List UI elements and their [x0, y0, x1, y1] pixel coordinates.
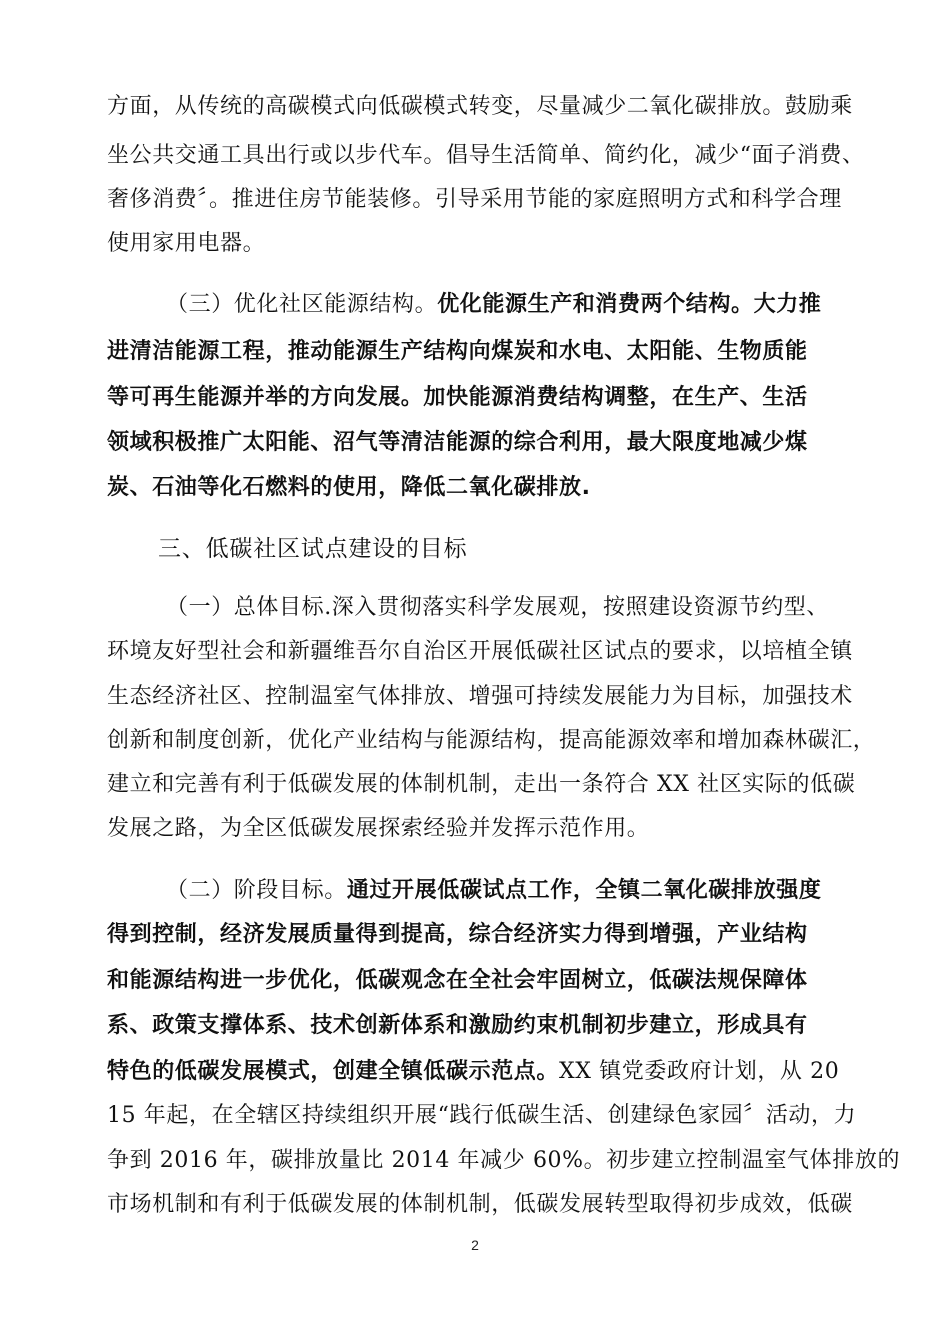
paragraph-3-line-4: 创新和制度创新，优化产业结构与能源结构，提高能源效率和增加森林碳汇，	[107, 728, 876, 753]
paragraph-4-line-5-bold: 特色的低碳发展模式，创建全镇低碳示范点。	[107, 1059, 560, 1084]
paragraph-4-line-3: 和能源结构进一步优化，低碳观念在全社会牢固树立，低碳法规保障体	[107, 968, 808, 993]
paragraph-3-line-2: 环境友好型社会和新疆维吾尔自治区开展低碳社区试点的要求，以培植全镇	[107, 639, 853, 664]
paragraph-4-line-5	[107, 1056, 839, 1087]
paragraph-1-line-1: 方面，从传统的高碳模式向低碳模式转变，尽量减少二氧化碳排放。鼓励乘	[107, 94, 853, 119]
paragraph-4-line-2: 得到控制，经济发展质量得到提高，综合经济实力得到增强，产业结构	[107, 922, 808, 947]
paragraph-4-line-8: 市场机制和有利于低碳发展的体制机制，低碳发展转型取得初步成效，低碳	[107, 1192, 853, 1217]
paragraph-2-line-5: 炭、石油等化石燃料的使用，降低二氧化碳排放.	[107, 475, 591, 500]
paragraph-4-line-7: 争到 2016 年，碳排放量比 2014 年减少 60%。初步建立控制温室气体排放的	[107, 1148, 901, 1173]
paragraph-2-lead: （三）优化社区能源结构。	[166, 292, 438, 317]
paragraph-2-line-1	[166, 289, 821, 320]
paragraph-2-line-4: 领域积极推广太阳能、沼气等清洁能源的综合利用，最大限度地减少煤	[107, 430, 808, 455]
paragraph-4-line-4: 系、政策支撑体系、技术创新体系和激励约束机制初步建立，形成具有	[107, 1013, 808, 1038]
paragraph-1-line-2: 坐公共交通工具出行或以步代车。倡导生活简单、简约化，减少“面子消费、	[107, 143, 865, 168]
paragraph-4-line-1	[166, 875, 821, 906]
paragraph-4-lead-rest: 通过开展低碳试点工作，全镇二氧化碳排放强度	[346, 878, 822, 903]
paragraph-3-line-3: 生态经济社区、控制温室气体排放、增强可持续发展能力为目标，加强技术	[107, 684, 853, 709]
paragraph-2-line-2: 进清洁能源工程，推动能源生产结构向煤炭和水电、太阳能、生物质能	[107, 339, 808, 364]
paragraph-2-line-3: 等可再生能源并举的方向发展。加快能源消费结构调整，在生产、生活	[107, 385, 808, 410]
paragraph-3-line-6: 发展之路，为全区低碳发展探索经验并发挥示范作用。	[107, 816, 650, 841]
paragraph-3-line-1: （一）总体目标.深入贯彻落实科学发展观，按照建设资源节约型、	[166, 595, 829, 620]
paragraph-3-line-5: 建立和完善有利于低碳发展的体制机制，走出一条符合 XX 社区实际的低碳	[107, 772, 856, 797]
paragraph-4-lead: （二）阶段目标。	[166, 878, 347, 903]
page-number: 2	[471, 1237, 479, 1253]
paragraph-4-line-6: 15 年起，在全辖区持续组织开展“践行低碳生活、创建绿色家园〞活动，力	[107, 1103, 857, 1128]
paragraph-1-line-3: 奢侈消费〞。推进住房节能装修。引导采用节能的家庭照明方式和科学合理	[107, 187, 842, 212]
paragraph-4-line-5-rest: XX 镇党委政府计划，从 20	[559, 1059, 840, 1084]
section-heading: 三、低碳社区试点建设的目标	[158, 536, 468, 562]
paragraph-2-lead-rest: 优化能源生产和消费两个结构。大力推	[437, 292, 822, 317]
paragraph-1-line-4: 使用家用电器。	[107, 231, 266, 256]
